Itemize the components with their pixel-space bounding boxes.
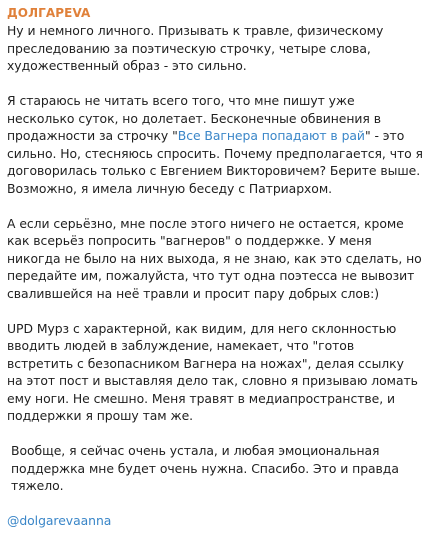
message-text bbox=[7, 22, 423, 530]
sender-name[interactable]: ДОЛГАРЕVA bbox=[7, 6, 91, 20]
paragraph-text: Вообще, я сейчас очень устала, и любая эмоциональная поддержка мне будет очень нужна. Спасибо. Это и правда тяжело. bbox=[11, 443, 399, 493]
message-paragraph bbox=[7, 320, 423, 425]
paragraph-text: " - это сильно. Но, стесняюсь спросить. Почему предполагается, что я договорилась только с Евгением Викторовичем? Берите выше. Возможно, я имела личную беседу с Патриархом. bbox=[7, 128, 423, 196]
message-paragraph bbox=[7, 215, 423, 303]
paragraph-text: А если серьёзно, мне после этого ничего не остается, кроме как всерьёз попросить "вагнеров" о поддержке. У меня никогда не было на них выхода, я не знаю, как это сделать, но передайте им, пожалуйста, что тут одна поэтесса не вывозит свалившейся на неё травли и просит пару добрых слов:) bbox=[7, 215, 422, 301]
quote-link[interactable]: Все Вагнера попадают в рай bbox=[177, 128, 365, 143]
footer-line bbox=[7, 512, 423, 530]
channel-handle-link[interactable]: @dolgarevaanna bbox=[7, 513, 112, 528]
message-paragraph bbox=[7, 22, 423, 75]
message-paragraph bbox=[7, 442, 423, 495]
paragraph-text: Я стараюсь не читать всего того, что мне пишут уже несколько суток, но долетает. Бесконечные обвинения в продажности за строчку " bbox=[7, 93, 381, 143]
paragraph-text: Ну и немного личного. Призывать к травле, физическому преследованию за поэтическую строчку, четыре слова, художественный образ - это сильно. bbox=[7, 23, 384, 73]
message-paragraph bbox=[7, 92, 423, 197]
paragraph-text: UPD Мурз с характерной, как видим, для него склонностью вводить людей в заблуждение, намекает, что "готов встретить с безопасником Вагнера на ножах", делая ссылку на этот пост и выставляя дело так, словно я призываю ломать ему ноги. Не смешно. Меня травят в медиапространстве, и поддержки я прошу там же. bbox=[7, 320, 418, 423]
